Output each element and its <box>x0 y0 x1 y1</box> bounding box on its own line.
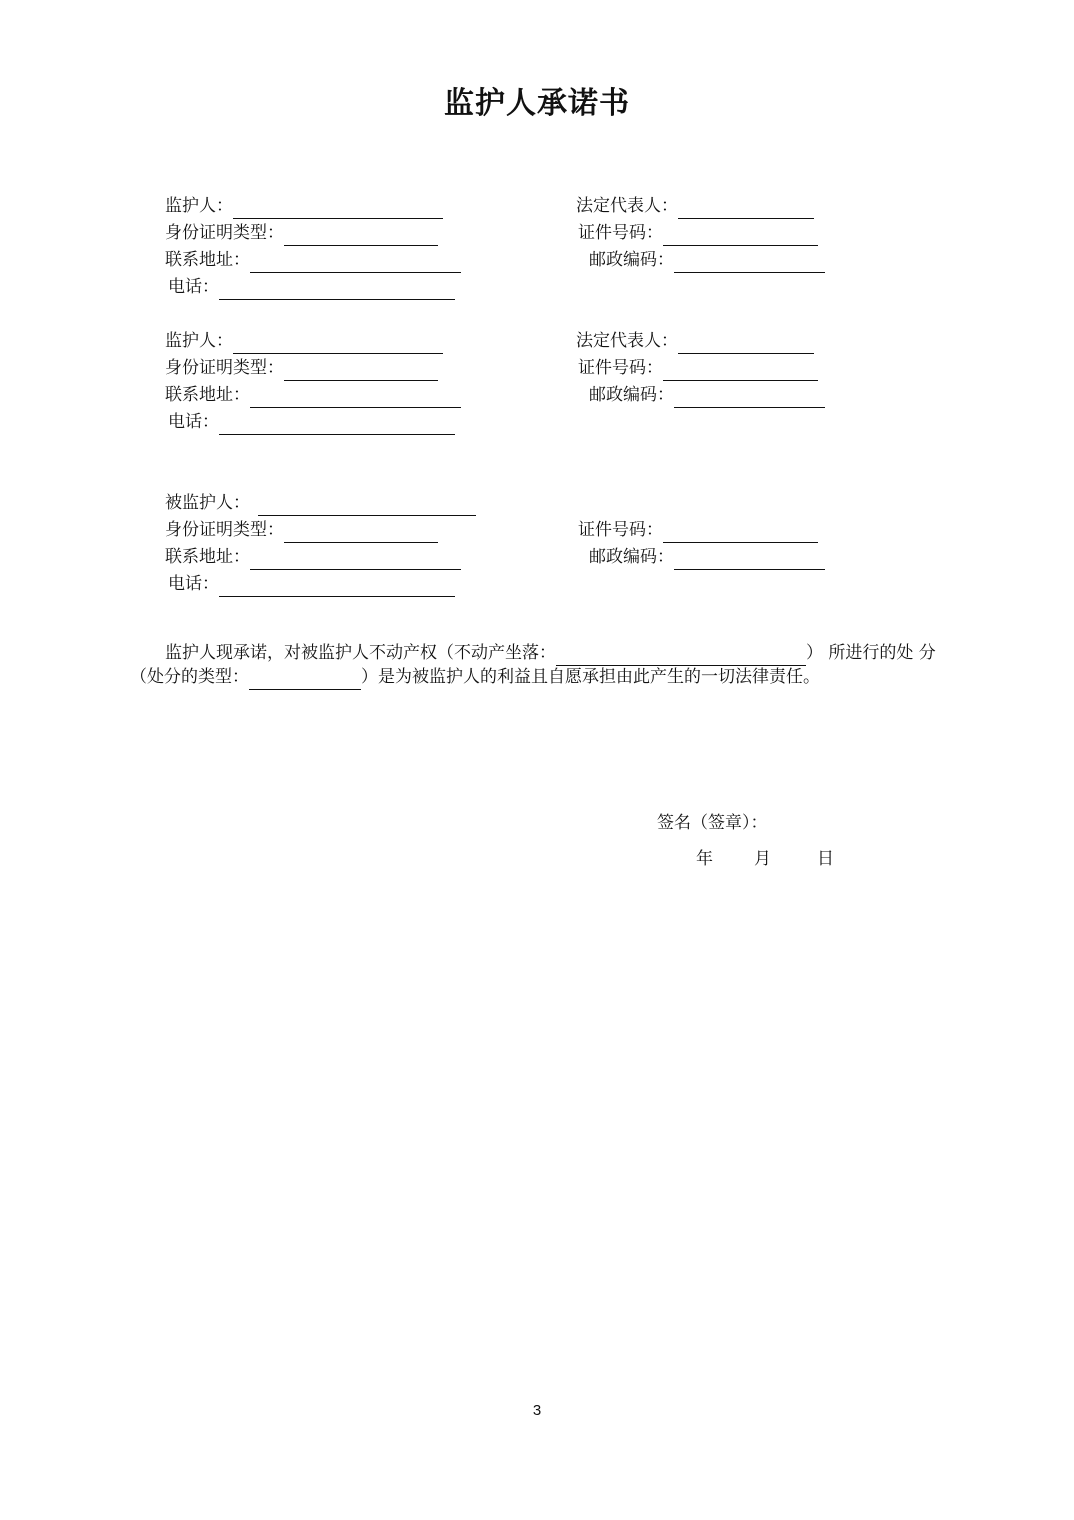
statement-line-2 <box>130 664 820 690</box>
ward-phone-field <box>168 571 455 597</box>
guardian-1-legal-rep-field <box>576 193 814 219</box>
guardian-1-name-blank[interactable] <box>233 198 443 219</box>
guardian-1-id-number-field <box>578 220 818 246</box>
guardian-1-postal-label: 邮政编码： <box>589 250 674 270</box>
guardian-1-name-field <box>165 193 443 219</box>
guardian-2-id-type-label: 身份证明类型： <box>165 358 284 378</box>
guardian-2-legal-rep-field <box>576 328 814 354</box>
guardian-2-id-number-label: 证件号码： <box>578 358 663 378</box>
guardian-1-id-number-label: 证件号码： <box>578 223 663 243</box>
guardian-1-label: 监护人： <box>165 196 233 216</box>
ward-address-field <box>165 544 461 570</box>
signature-label: 签名（签章）： <box>657 813 768 833</box>
date-month-label: 月 <box>754 849 771 869</box>
ward-id-type-label: 身份证明类型： <box>165 520 284 540</box>
ward-id-type-field <box>165 517 438 543</box>
guardian-1-address-field <box>165 247 461 273</box>
guardian-2-legal-rep-blank[interactable] <box>678 333 814 354</box>
guardian-2-id-type-blank[interactable] <box>284 360 438 381</box>
statement-part-2: ） 所进行的处 分 <box>806 643 936 663</box>
guardian-2-id-number-blank[interactable] <box>663 360 818 381</box>
guardian-1-phone-label: 电话： <box>168 277 219 297</box>
ward-id-number-blank[interactable] <box>663 522 818 543</box>
ward-phone-label: 电话： <box>168 574 219 594</box>
page-number: 3 <box>532 1402 542 1419</box>
guardian-1-id-type-field <box>165 220 438 246</box>
guardian-2-legal-rep-label: 法定代表人： <box>576 331 678 351</box>
ward-postal-blank[interactable] <box>674 549 825 570</box>
ward-id-number-label: 证件号码： <box>578 520 663 540</box>
statement-line-1 <box>165 640 936 666</box>
ward-id-number-field <box>578 517 818 543</box>
ward-address-label: 联系地址： <box>165 547 250 567</box>
guardian-2-name-field <box>165 328 443 354</box>
guardian-1-legal-rep-blank[interactable] <box>678 198 814 219</box>
guardian-1-id-type-blank[interactable] <box>284 225 438 246</box>
guardian-2-name-blank[interactable] <box>233 333 443 354</box>
ward-name-blank[interactable] <box>258 495 476 516</box>
guardian-1-id-type-label: 身份证明类型： <box>165 223 284 243</box>
date-year-label: 年 <box>696 849 713 869</box>
statement-part-4: ）是为被监护人的利益且自愿承担由此产生的一切法律责任。 <box>361 667 820 687</box>
guardian-1-postal-field <box>589 247 825 273</box>
ward-phone-blank[interactable] <box>219 576 455 597</box>
guardian-1-phone-blank[interactable] <box>219 279 455 300</box>
guardian-1-legal-rep-label: 法定代表人： <box>576 196 678 216</box>
ward-id-type-blank[interactable] <box>284 522 438 543</box>
guardian-2-postal-field <box>589 382 825 408</box>
guardian-1-phone-field <box>168 274 455 300</box>
guardian-2-address-field <box>165 382 461 408</box>
guardian-2-phone-label: 电话： <box>168 412 219 432</box>
guardian-2-phone-field <box>168 409 455 435</box>
guardian-1-address-blank[interactable] <box>250 252 461 273</box>
guardian-2-postal-label: 邮政编码： <box>589 385 674 405</box>
document-title: 监护人承诺书 <box>444 86 630 121</box>
ward-label: 被监护人： <box>165 493 250 513</box>
guardian-2-postal-blank[interactable] <box>674 387 825 408</box>
guardian-2-address-label: 联系地址： <box>165 385 250 405</box>
property-location-blank[interactable] <box>556 645 806 666</box>
guardian-1-id-number-blank[interactable] <box>663 225 818 246</box>
ward-name-field <box>165 490 476 516</box>
date-day-label: 日 <box>817 849 834 869</box>
ward-postal-field <box>589 544 825 570</box>
guardian-2-address-blank[interactable] <box>250 387 461 408</box>
guardian-1-postal-blank[interactable] <box>674 252 825 273</box>
guardian-1-address-label: 联系地址： <box>165 250 250 270</box>
disposal-type-blank[interactable] <box>249 669 361 690</box>
guardian-2-id-type-field <box>165 355 438 381</box>
ward-postal-label: 邮政编码： <box>589 547 674 567</box>
guardian-2-id-number-field <box>578 355 818 381</box>
guardian-2-label: 监护人： <box>165 331 233 351</box>
guardian-2-phone-blank[interactable] <box>219 414 455 435</box>
statement-part-1: 监护人现承诺，对被监护人不动产权（不动产坐落： <box>165 643 556 663</box>
statement-part-3: （处分的类型： <box>130 667 249 687</box>
ward-address-blank[interactable] <box>250 549 461 570</box>
